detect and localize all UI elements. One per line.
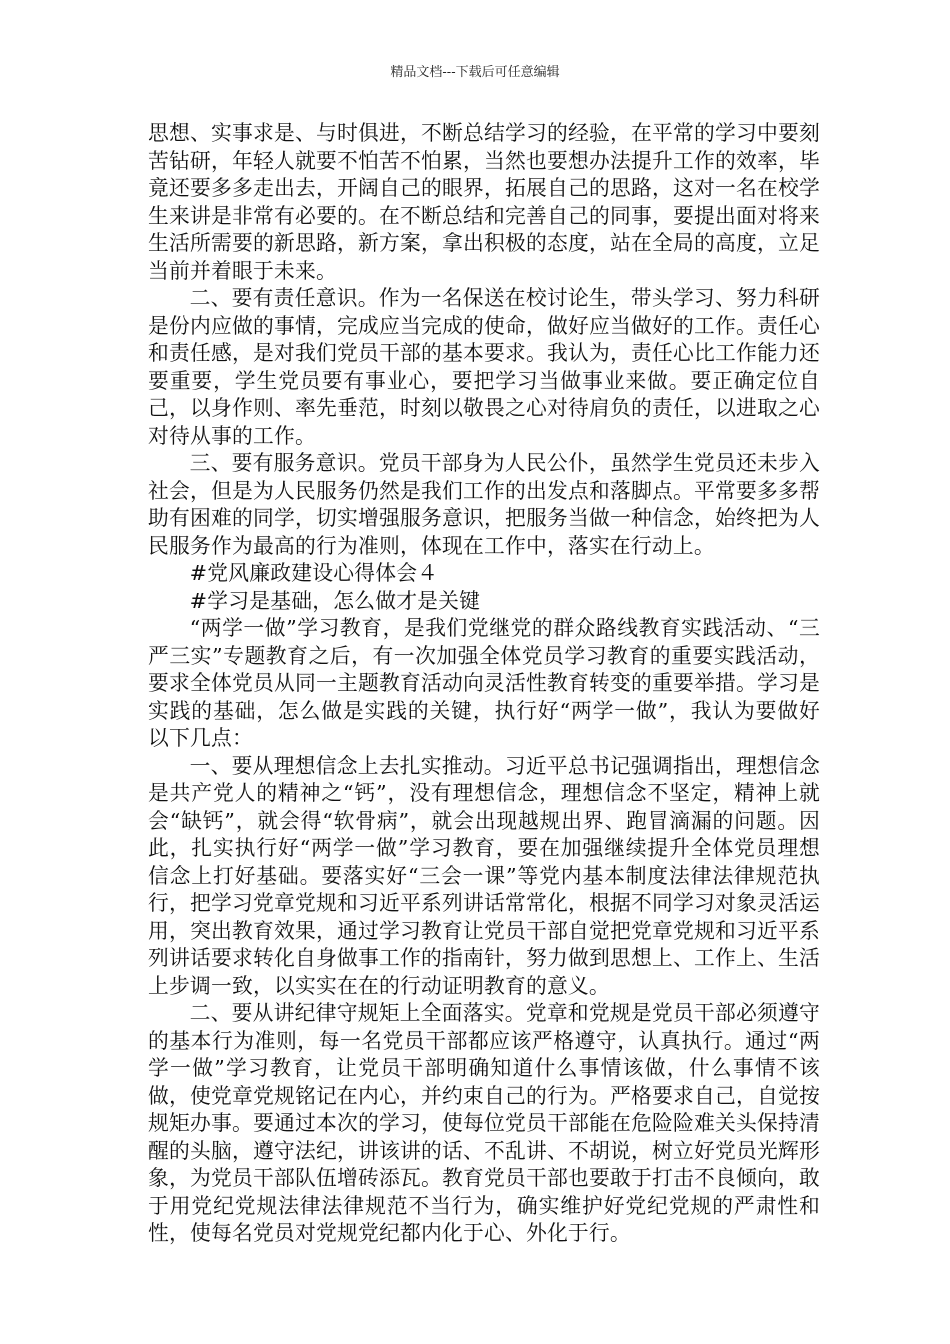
page-header: 精品文档---下载后可任意编辑 <box>390 65 560 80</box>
paragraph-discipline: 二、要从讲纪律守规矩上全面落实。党章和党规是党员干部必须遵守的基本行为准则，每一名党员干部都应该严格遵守，认真执行。通过“两学一做”学习教育，让党员干部明确知道什么事情该做，什么事情不该做，使党章党规铭记在内心，并约束自己的行为。严格要求自己，自觉按规矩办事。要通过本次的学习，使每位党员干部能在危险险难关头保持清醒的头脑，遵守法纪，讲该讲的话、不乱讲、不胡说，树立好党员光辉形象，为党员干部队伍增砖添瓦。教育党员干部也要敢于打击不良倾向，敢于用党纪党规法律法律规范不当行为，确实维护好党纪党规的严肃性和性，使每名党员对党规党纪都内化于心、外化于行。 <box>148 1001 820 1245</box>
paragraph-ideals: 一、要从理想信念上去扎实推动。习近平总书记强调指出，理想信念是共产党人的精神之“钙”，没有理想信念，理想信念不坚定，精神上就会“缺钙”，就会得“软骨病”，就会出现越规出界、跑冒滴漏的问题。因此，扎实执行好“两学一做”学习教育，要在加强继续提升全体党员理想信念上打好基础。要落实好“三会一课”等党内基本制度法律法律规范执行，把学习党章党规和习近平系列讲话常常化，根据不同学习对象灵活运用，突出教育效果，通过学习教育让党员干部自觉把党章党规和习近平系列讲话要求转化自身做事工作的指南针，努力做到思想上、工作上、生活上步调一致，以实实在在的行动证明教育的意义。 <box>148 753 820 998</box>
section-subheading: #学习是基础，怎么做才是关键 <box>189 588 481 613</box>
paragraph-responsibility: 二、要有责任意识。作为一名保送在校讨论生，带头学习、努力科研是份内应做的事情，完成应当完成的使命，做好应当做好的工作。责任心和责任感，是对我们党员干部的基本要求。我认为，责任心比工作能力还要重要，学生党员要有事业心，要把学习当做事业来做。要正确定位自己，以身作则、率先垂范，时刻以敬畏之心对待肩负的责任，以进取之心对待从事的工作。 <box>148 286 820 448</box>
paragraph-continuation: 思想、实事求是、与时俱进，不断总结学习的经验，在平常的学习中要刻苦钻研，年轻人就要不怕苦不怕累，当然也要想办法提升工作的效率，毕竟还要多多走出去，开阔自己的眼界，拓展自己的思路，这对一名在校学生来讲是非常有必要的。在不断总结和完善自己的同事，要提出面对将来生活所需要的新思路，新方案，拿出积极的态度，站在全局的高度，立足当前并着眼于未来。 <box>148 121 820 283</box>
paragraph-intro: “两学一做”学习教育，是我们党继党的群众路线教育实践活动、“三严三实”专题教育之后，有一次加强全体党员学习教育的重要实践活动，要求全体党员从同一主题教育活动向灵活性教育转变的重要举措。学习是实践的基础，怎么做是实践的关键，执行好“两学一做”，我认为要做好以下几点： <box>148 616 820 750</box>
document-body <box>148 120 820 1248</box>
section-heading: #党风廉政建设心得体会４ <box>189 561 439 585</box>
paragraph-service: 三、要有服务意识。党员干部身为人民公仆，虽然学生党员还未步入社会，但是为人民服务仍然是我们工作的出发点和落脚点。平常要多多帮助有困难的同学，切实增强服务意识，把服务当做一种信念，始终把为人民服务作为最高的行为准则，体现在工作中，落实在行动上。 <box>148 451 820 558</box>
